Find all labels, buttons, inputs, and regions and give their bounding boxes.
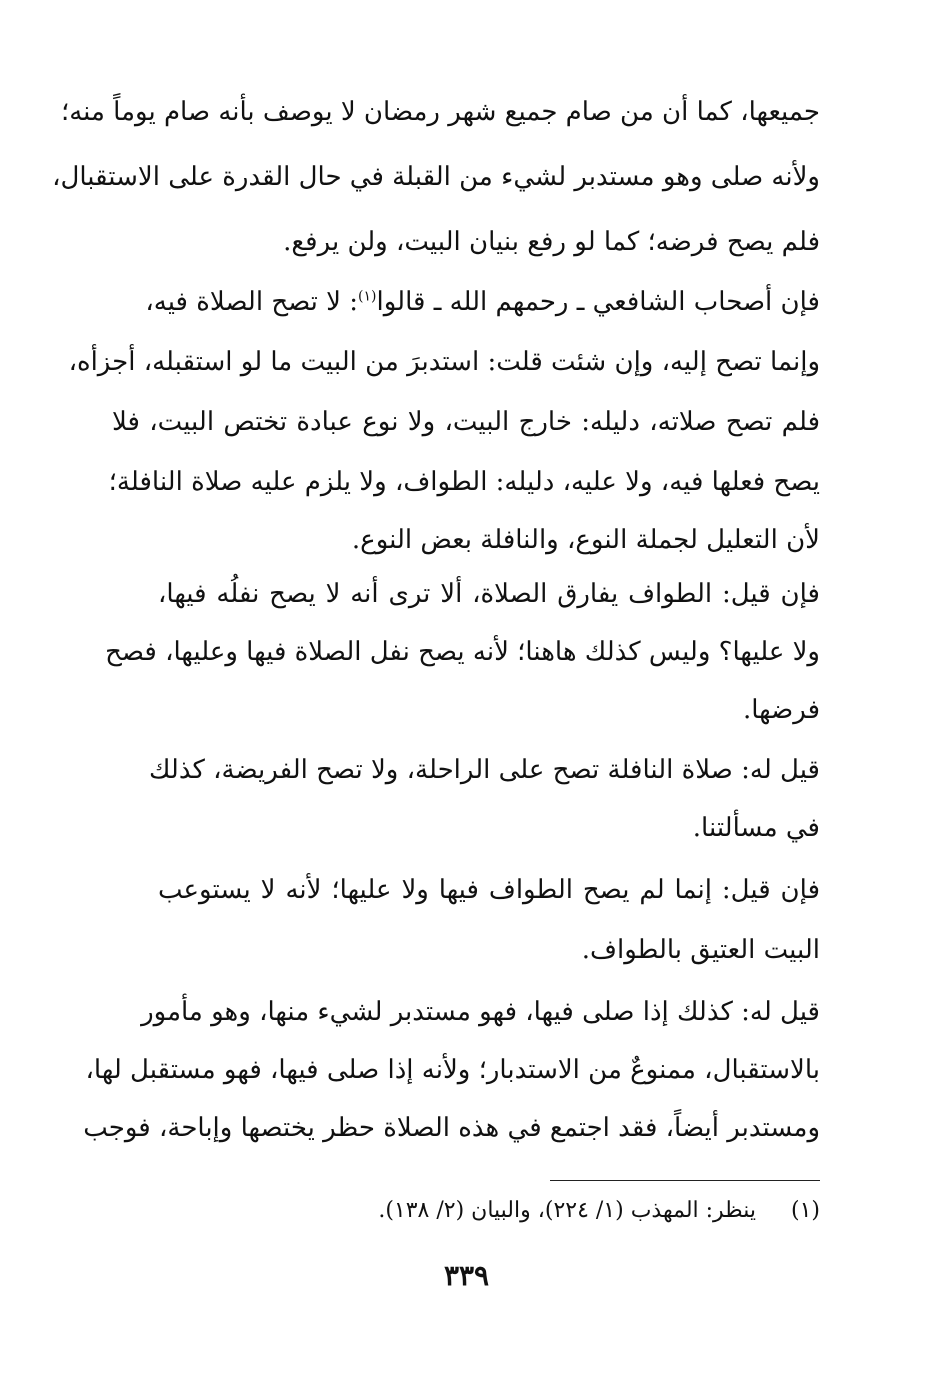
text-line: ومستدبر أيضاً، فقد اجتمع في هذه الصلاة حظر يختصها وإباحة، فوجب bbox=[83, 1113, 820, 1143]
text-line: جميعها، كما أن من صام جميع شهر رمضان لا يوصف بأنه صام يوماً منه؛ bbox=[60, 97, 820, 127]
text-line: فرضها. bbox=[742, 695, 820, 725]
footnote-number: (١) bbox=[790, 1198, 820, 1223]
text-line: قيل له: كذلك إذا صلى فيها، فهو مستدبر لشيء منها، وهو مأمور bbox=[141, 997, 820, 1027]
text-line: فلم تصح صلاته، دليله: خارج البيت، ولا نوع عبادة تختص البيت، فلا bbox=[112, 407, 820, 437]
text-line: لأن التعليل لجملة النوع، والنافلة بعض النوع. bbox=[351, 525, 820, 555]
text-line: في مسألتنا. bbox=[692, 813, 820, 843]
text-line: وإنما تصح إليه، وإن شئت قلت: استدبرَ من البيت ما لو استقبله، أجزأه، bbox=[68, 347, 820, 377]
text-line: ولأنه صلى وهو مستدبر لشيء من القبلة في حال القدرة على الاستقبال، bbox=[52, 162, 820, 192]
footnote-text: ينظر: المهذب (١/ ٢٢٤)، والبيان (٢/ ١٣٨). bbox=[378, 1198, 756, 1223]
text-line: فإن قيل: إنما لم يصح الطواف فيها ولا عليها؛ لأنه لا يستوعب bbox=[158, 875, 820, 905]
text-line: البيت العتيق بالطواف. bbox=[581, 935, 820, 965]
text-line: فلم يصح فرضه؛ كما لو رفع بنيان البيت، ولن يرفع. bbox=[283, 227, 820, 257]
footnote-marker[interactable]: (١) bbox=[358, 288, 377, 305]
text-segment: : لا تصح الصلاة فيه، bbox=[145, 287, 359, 317]
page-number: ٣٣٩ bbox=[443, 1259, 490, 1292]
text-line: قيل له: صلاة النافلة تصح على الراحلة، ولا تصح الفريضة، كذلك bbox=[149, 755, 820, 785]
text-line bbox=[145, 282, 820, 322]
text-line: ولا عليها؟ وليس كذلك هاهنا؛ لأنه يصح نفل الصلاة فيها وعليها، فصح bbox=[105, 637, 820, 667]
text-line: بالاستقبال، ممنوعٌ من الاستدبار؛ ولأنه إذا صلى فيها، فهو مستقبل لها، bbox=[85, 1055, 820, 1085]
footnote bbox=[300, 1194, 820, 1228]
text-line: يصح فعلها فيه، ولا عليه، دليله: الطواف، ولا يلزم عليه صلاة النافلة؛ bbox=[108, 467, 820, 497]
footnote-gap bbox=[763, 1198, 784, 1223]
text-segment: فإن أصحاب الشافعي ـ رحمهم الله ـ قالوا bbox=[376, 287, 820, 317]
footnote-separator bbox=[550, 1180, 820, 1181]
main-text bbox=[52, 92, 820, 1172]
text-line: فإن قيل: الطواف يفارق الصلاة، ألا ترى أنه لا يصح نفلُه فيها، bbox=[158, 579, 820, 609]
